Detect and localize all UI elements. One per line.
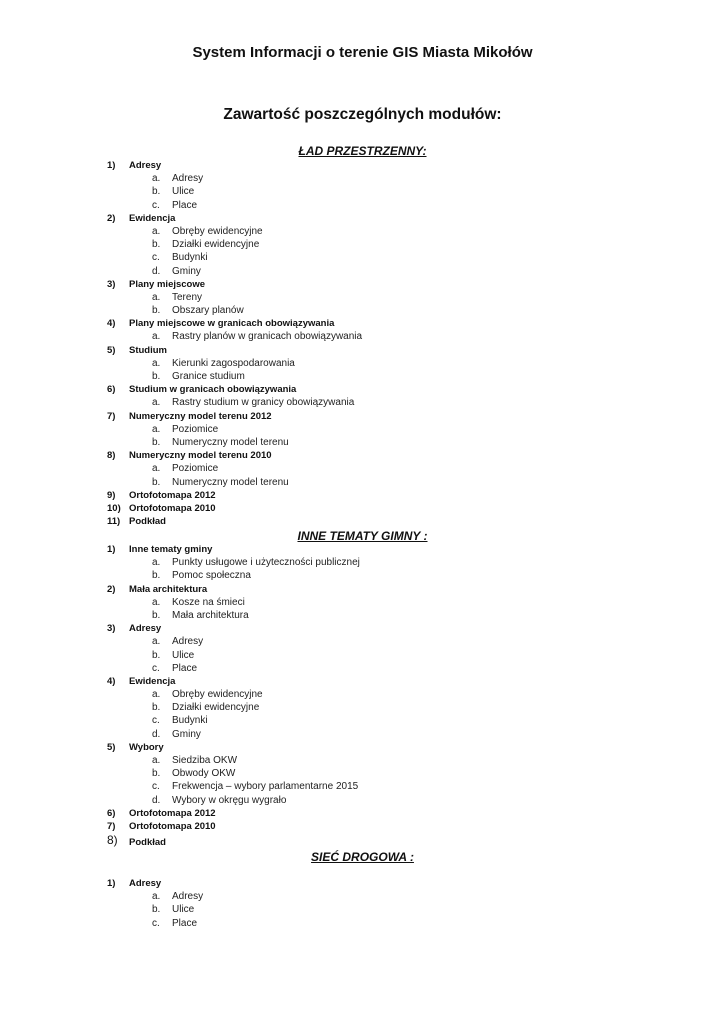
module-item	[0, 502, 725, 515]
module-list-lad-przestrzenny	[0, 159, 725, 528]
module-sublayer-item	[0, 890, 725, 903]
module-item	[0, 877, 725, 890]
sublayer-letter: a.	[152, 423, 161, 435]
module-sublayer-item	[0, 370, 725, 383]
module-item-number: 3)	[107, 278, 116, 290]
section-heading-lad-przestrzenny: ŁAD PRZESTRZENNY:	[298, 144, 427, 158]
document-title: System Informacji o terenie GIS Miasta Mikołów	[192, 44, 533, 61]
module-item-label: Ortofotomapa 2010	[129, 820, 216, 832]
sublayer-letter: a.	[152, 689, 161, 701]
module-item	[0, 515, 725, 528]
module-list-siec-drogowa	[0, 877, 725, 930]
module-item-number: 1)	[107, 544, 116, 555]
module-item	[0, 449, 725, 462]
sublayer-letter: d.	[152, 265, 161, 277]
module-sublayer-item	[0, 767, 725, 780]
sublayer-label: Gminy	[172, 265, 201, 277]
sublayer-letter: c.	[152, 199, 160, 211]
module-sublayer-item	[0, 701, 725, 714]
module-sublayer-item	[0, 714, 725, 727]
module-item-number: 11)	[107, 516, 121, 528]
module-item-number: 7)	[107, 410, 116, 422]
sublayer-label: Poziomice	[172, 463, 219, 475]
sublayer-label: Numeryczny model terenu	[172, 436, 289, 448]
sublayer-label: Obręby ewidencyjne	[172, 689, 263, 701]
module-item	[0, 543, 725, 556]
sublayer-letter: b.	[152, 239, 161, 251]
module-item-label: Podkład	[129, 837, 166, 849]
sublayer-letter: a.	[152, 291, 161, 303]
sublayer-letter: a.	[152, 463, 161, 475]
module-item	[0, 489, 725, 502]
sublayer-label: Działki ewidencyjne	[172, 702, 260, 714]
module-sublayer-item	[0, 251, 725, 264]
sublayer-label: Pomoc społeczna	[172, 570, 251, 582]
module-item-label: Plany miejscowe w granicach obowiązywania	[129, 318, 335, 330]
sublayer-letter: a.	[152, 173, 161, 185]
module-sublayer-item	[0, 185, 725, 198]
sublayer-letter: a.	[152, 331, 161, 343]
sublayer-letter: d.	[152, 728, 161, 740]
module-item-number: 8)	[107, 450, 116, 462]
module-sublayer-item	[0, 649, 725, 662]
sublayer-label: Działki ewidencyjne	[172, 239, 260, 251]
module-sublayer-item	[0, 662, 725, 675]
sublayer-label: Adresy	[172, 173, 204, 185]
sublayer-label: Obwody OKW	[172, 768, 236, 780]
sublayer-label: Place	[172, 662, 198, 674]
module-sublayer-item	[0, 609, 725, 622]
module-sublayer-item	[0, 225, 725, 238]
document-subtitle: Zawartość poszczególnych modułów:	[223, 106, 502, 123]
sublayer-label: Budynki	[172, 252, 208, 264]
sublayer-label: Rastry studium w granicy obowiązywania	[172, 397, 355, 409]
sublayer-letter: c.	[152, 662, 160, 674]
sublayer-label: Wybory w okręgu wygrało	[172, 794, 287, 806]
sublayer-label: Ulice	[172, 649, 195, 661]
module-item-number: 6)	[107, 384, 116, 396]
sublayer-label: Tereny	[172, 291, 203, 303]
sublayer-label: Adresy	[172, 636, 204, 648]
module-item-number: 8)	[107, 833, 118, 848]
module-item	[0, 583, 725, 596]
sublayer-label: Ulice	[172, 186, 195, 198]
module-item	[0, 833, 725, 849]
module-list-inne-tematy	[0, 543, 725, 849]
module-item-label: Podkład	[129, 516, 166, 528]
module-sublayer-item	[0, 396, 725, 409]
module-sublayer-item	[0, 436, 725, 449]
sublayer-label: Granice studium	[172, 371, 245, 382]
module-sublayer-item	[0, 330, 725, 343]
sublayer-label: Kosze na śmieci	[172, 596, 245, 608]
sublayer-letter: a.	[152, 891, 161, 903]
module-sublayer-item	[0, 728, 725, 741]
module-item-label: Ortofotomapa 2010	[129, 502, 216, 514]
sublayer-label: Budynki	[172, 715, 208, 727]
sublayer-label: Obręby ewidencyjne	[172, 225, 263, 237]
sublayer-letter: b.	[152, 436, 161, 448]
module-item	[0, 212, 725, 225]
module-item-label: Ewidencja	[129, 675, 176, 687]
module-item-label: Inne tematy gminy	[129, 544, 213, 555]
sublayer-letter: b.	[152, 768, 161, 780]
sublayer-label: Adresy	[172, 891, 204, 903]
module-item-number: 1)	[107, 160, 116, 171]
sublayer-label: Numeryczny model terenu	[172, 476, 289, 488]
sublayer-letter: b.	[152, 305, 161, 317]
module-sublayer-item	[0, 172, 725, 185]
module-sublayer-item	[0, 569, 725, 582]
module-item-number: 10)	[107, 502, 121, 514]
module-item-number: 5)	[107, 344, 116, 356]
module-sublayer-item	[0, 688, 725, 701]
sublayer-letter: b.	[152, 649, 161, 661]
module-sublayer-item	[0, 238, 725, 251]
module-item-label: Numeryczny model terenu 2012	[129, 410, 272, 422]
sublayer-letter: a.	[152, 225, 161, 237]
module-sublayer-item	[0, 357, 725, 370]
sublayer-letter: b.	[152, 904, 161, 916]
sublayer-letter: b.	[152, 476, 161, 488]
sublayer-letter: b.	[152, 702, 161, 714]
module-item-label: Plany miejscowe	[129, 278, 206, 290]
module-item-label: Studium w granicach obowiązywania	[129, 384, 297, 396]
module-item	[0, 410, 725, 423]
sublayer-label: Place	[172, 917, 198, 929]
sublayer-letter: b.	[152, 186, 161, 198]
module-item-number: 2)	[107, 212, 116, 224]
sublayer-label: Kierunki zagospodarowania	[172, 357, 295, 369]
module-item	[0, 344, 725, 357]
sublayer-label: Mała architektura	[172, 609, 249, 621]
module-item	[0, 159, 725, 172]
sublayer-letter: b.	[152, 609, 161, 621]
module-item-number: 3)	[107, 623, 116, 635]
sublayer-label: Place	[172, 199, 198, 211]
sublayer-letter: b.	[152, 371, 161, 382]
sublayer-label: Frekwencja – wybory parlamentarne 2015	[172, 781, 359, 793]
module-item	[0, 807, 725, 820]
sublayer-label: Gminy	[172, 728, 201, 740]
module-sublayer-item	[0, 556, 725, 569]
module-sublayer-item	[0, 265, 725, 278]
module-sublayer-item	[0, 304, 725, 317]
module-item	[0, 741, 725, 754]
module-sublayer-item	[0, 794, 725, 807]
sublayer-label: Siedziba OKW	[172, 755, 238, 766]
sublayer-label: Ulice	[172, 904, 195, 916]
module-item-label: Adresy	[129, 623, 162, 635]
module-item-number: 7)	[107, 820, 116, 832]
module-item-number: 2)	[107, 583, 116, 595]
module-item	[0, 622, 725, 635]
module-item-label: Adresy	[129, 878, 162, 889]
sublayer-label: Punkty usługowe i użyteczności publicznej	[172, 557, 360, 569]
module-item-label: Ortofotomapa 2012	[129, 489, 216, 501]
sublayer-letter: a.	[152, 596, 161, 608]
module-item	[0, 278, 725, 291]
module-item-label: Numeryczny model terenu 2010	[129, 450, 272, 462]
module-item-number: 5)	[107, 741, 116, 753]
sublayer-letter: c.	[152, 715, 160, 727]
module-item-label: Studium	[129, 344, 167, 356]
section-heading-inne-tematy: INNE TEMATY GIMNY :	[297, 529, 428, 543]
module-sublayer-item	[0, 199, 725, 212]
module-sublayer-item	[0, 754, 725, 767]
module-sublayer-item	[0, 423, 725, 436]
sublayer-letter: c.	[152, 917, 160, 929]
module-item	[0, 675, 725, 688]
module-item-label: Ewidencja	[129, 212, 176, 224]
sublayer-letter: a.	[152, 357, 161, 369]
sublayer-letter: c.	[152, 252, 160, 264]
sublayer-letter: a.	[152, 397, 161, 409]
module-item-number: 1)	[107, 878, 116, 889]
module-sublayer-item	[0, 635, 725, 648]
module-item	[0, 820, 725, 833]
sublayer-letter: a.	[152, 755, 161, 766]
sublayer-letter: a.	[152, 557, 161, 569]
module-sublayer-item	[0, 780, 725, 793]
module-item-label: Mała architektura	[129, 583, 208, 595]
module-item-label: Ortofotomapa 2012	[129, 807, 216, 819]
module-item-label: Adresy	[129, 160, 162, 171]
module-item-number: 4)	[107, 675, 116, 687]
module-item-number: 6)	[107, 807, 116, 819]
module-item-number: 4)	[107, 318, 116, 330]
module-sublayer-item	[0, 462, 725, 475]
module-sublayer-item	[0, 917, 725, 930]
module-sublayer-item	[0, 476, 725, 489]
sublayer-label: Obszary planów	[172, 305, 244, 317]
module-item-label: Wybory	[129, 741, 164, 753]
module-sublayer-item	[0, 903, 725, 916]
sublayer-letter: d.	[152, 794, 161, 806]
module-item	[0, 383, 725, 396]
section-heading-siec-drogowa: SIEĆ DROGOWA :	[311, 850, 414, 864]
module-sublayer-item	[0, 596, 725, 609]
module-sublayer-item	[0, 291, 725, 304]
sublayer-letter: c.	[152, 781, 160, 793]
sublayer-letter: a.	[152, 636, 161, 648]
sublayer-label: Rastry planów w granicach obowiązywania	[172, 331, 363, 343]
module-item	[0, 317, 725, 330]
sublayer-letter: b.	[152, 570, 161, 582]
sublayer-label: Poziomice	[172, 423, 219, 435]
module-item-number: 9)	[107, 489, 116, 501]
